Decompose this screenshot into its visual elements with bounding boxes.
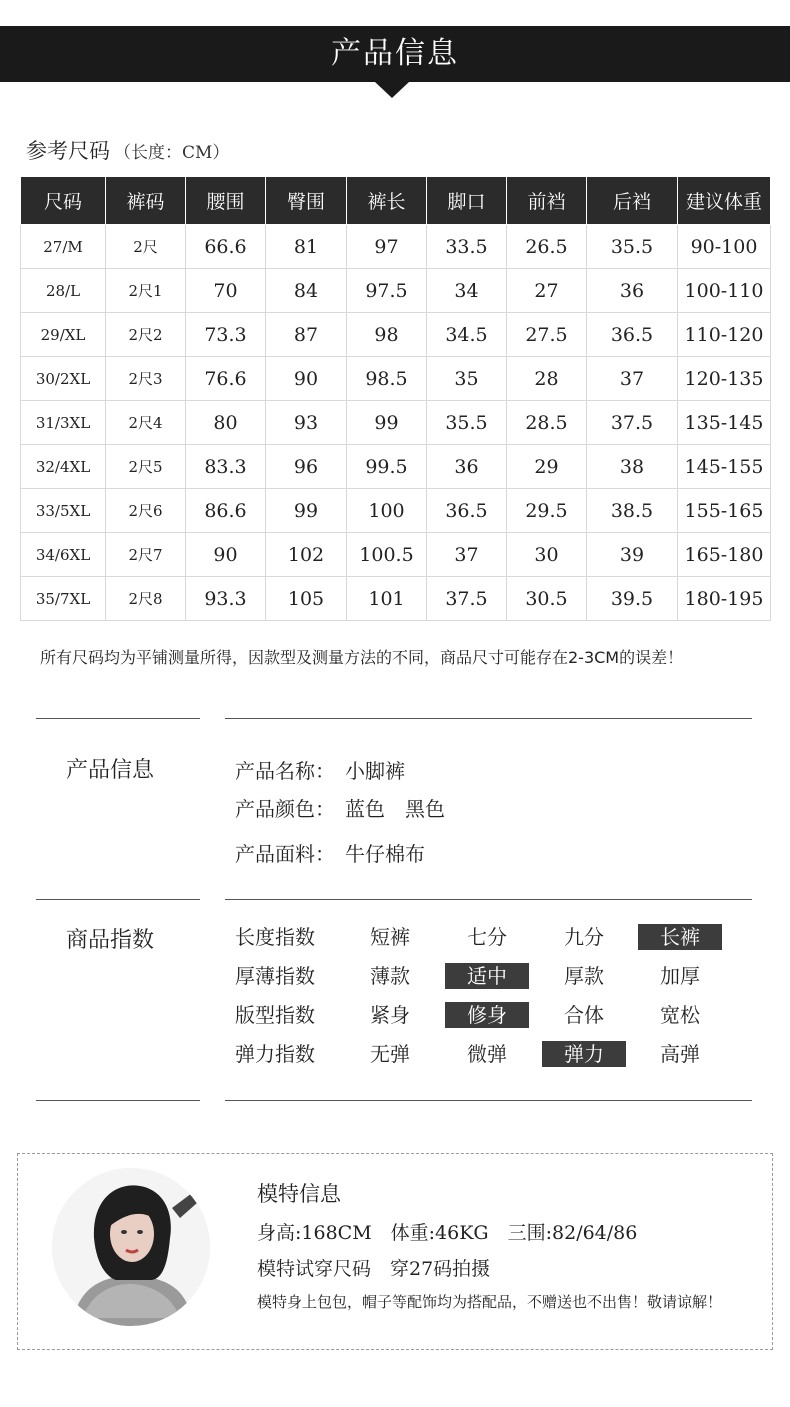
- product-info-label: 产品信息: [66, 758, 155, 783]
- table-cell: 28: [507, 357, 587, 401]
- table-cell: 37.5: [427, 577, 507, 621]
- table-cell: 98.5: [347, 357, 427, 401]
- table-cell: 180-195: [678, 577, 771, 621]
- table-cell: 90: [186, 533, 266, 577]
- product-name-value: 小脚裤: [345, 759, 405, 783]
- table-cell: 38.5: [587, 489, 678, 533]
- product-name-key: 产品名称：: [235, 759, 335, 783]
- table-cell: 29: [507, 445, 587, 489]
- table-cell: 27/M: [21, 225, 106, 269]
- index-option-selected: 适中: [445, 963, 529, 989]
- table-cell: 80: [186, 401, 266, 445]
- column-header: 建议体重: [678, 177, 771, 225]
- table-cell: 96: [266, 445, 347, 489]
- product-color-value: 蓝色 黑色: [345, 797, 445, 821]
- table-cell: 39: [587, 533, 678, 577]
- table-cell: 98: [347, 313, 427, 357]
- table-cell: 29.5: [507, 489, 587, 533]
- column-header: 裤长: [347, 177, 427, 225]
- index-option: 无弹: [370, 1042, 410, 1066]
- table-cell: 37: [587, 357, 678, 401]
- table-cell: 37: [427, 533, 507, 577]
- column-header: 后裆: [587, 177, 678, 225]
- divider: [225, 899, 752, 900]
- index-option: 九分: [564, 925, 604, 949]
- model-tryon: 模特试穿尺码 穿27码拍摄: [257, 1258, 491, 1280]
- table-cell: 2尺: [106, 225, 186, 269]
- table-cell: 34/6XL: [21, 533, 106, 577]
- table-cell: 86.6: [186, 489, 266, 533]
- table-cell: 2尺3: [106, 357, 186, 401]
- table-cell: 28.5: [507, 401, 587, 445]
- divider: [36, 899, 200, 900]
- table-cell: 30/2XL: [21, 357, 106, 401]
- table-row: [21, 489, 771, 533]
- size-table: [20, 176, 771, 621]
- table-cell: 105: [266, 577, 347, 621]
- table-cell: 26.5: [507, 225, 587, 269]
- divider: [36, 718, 200, 719]
- table-cell: 99: [347, 401, 427, 445]
- product-fabric-value: 牛仔棉布: [345, 842, 425, 866]
- table-row: [21, 533, 771, 577]
- table-cell: 34: [427, 269, 507, 313]
- indices-label: 商品指数: [66, 928, 155, 953]
- table-cell: 99: [266, 489, 347, 533]
- table-cell: 36.5: [427, 489, 507, 533]
- size-note: 所有尺码均为平铺测量所得，因款型及测量方法的不同，商品尺寸可能存在2-3CM的误差！: [40, 648, 684, 667]
- table-cell: 33.5: [427, 225, 507, 269]
- table-cell: 2尺5: [106, 445, 186, 489]
- index-option: 微弹: [467, 1042, 507, 1066]
- column-header: 前裆: [507, 177, 587, 225]
- size-chart-unit: （长度：CM）: [114, 143, 230, 163]
- table-cell: 99.5: [347, 445, 427, 489]
- index-option: 加厚: [660, 964, 700, 988]
- table-cell: 90: [266, 357, 347, 401]
- table-cell: 33/5XL: [21, 489, 106, 533]
- model-title: 模特信息: [257, 1182, 341, 1206]
- size-chart-title: 参考尺码: [26, 139, 110, 163]
- table-cell: 36: [427, 445, 507, 489]
- table-cell: 31/3XL: [21, 401, 106, 445]
- table-cell: 32/4XL: [21, 445, 106, 489]
- table-cell: 90-100: [678, 225, 771, 269]
- table-cell: 27: [507, 269, 587, 313]
- index-option: 厚款: [564, 964, 604, 988]
- product-fabric-row: [235, 838, 425, 867]
- table-cell: 66.6: [186, 225, 266, 269]
- table-cell: 38: [587, 445, 678, 489]
- table-row: [21, 357, 771, 401]
- table-row: [21, 269, 771, 313]
- index-option: 高弹: [660, 1042, 700, 1066]
- column-header: 臀围: [266, 177, 347, 225]
- table-cell: 155-165: [678, 489, 771, 533]
- table-cell: 2尺8: [106, 577, 186, 621]
- table-cell: 102: [266, 533, 347, 577]
- column-header: 尺码: [21, 177, 106, 225]
- table-cell: 36: [587, 269, 678, 313]
- table-cell: 93.3: [186, 577, 266, 621]
- table-cell: 100: [347, 489, 427, 533]
- size-table-header: [21, 177, 771, 225]
- index-option-selected: 弹力: [542, 1041, 626, 1067]
- index-name: 厚薄指数: [235, 964, 315, 988]
- table-cell: 97.5: [347, 269, 427, 313]
- table-cell: 101: [347, 577, 427, 621]
- column-header: 脚口: [427, 177, 507, 225]
- model-photo-icon: [52, 1168, 210, 1326]
- table-cell: 83.3: [186, 445, 266, 489]
- table-cell: 76.6: [186, 357, 266, 401]
- table-row: [21, 577, 771, 621]
- model-stats: 身高:168CM 体重:46KG 三围:82/64/86: [257, 1222, 638, 1244]
- table-cell: 29/XL: [21, 313, 106, 357]
- table-cell: 2尺7: [106, 533, 186, 577]
- index-name: 版型指数: [235, 1003, 315, 1027]
- table-cell: 120-135: [678, 357, 771, 401]
- table-cell: 84: [266, 269, 347, 313]
- index-option: 紧身: [370, 1003, 410, 1027]
- index-option: 宽松: [660, 1003, 700, 1027]
- index-option-selected: 修身: [445, 1002, 529, 1028]
- table-cell: 30: [507, 533, 587, 577]
- size-chart-heading: [26, 135, 229, 165]
- model-disclaimer: 模特身上包包，帽子等配饰均为搭配品，不赠送也不出售！敬请谅解！: [257, 1293, 723, 1311]
- table-cell: 81: [266, 225, 347, 269]
- column-header: 裤码: [106, 177, 186, 225]
- table-cell: 2尺4: [106, 401, 186, 445]
- table-cell: 35: [427, 357, 507, 401]
- table-row: [21, 225, 771, 269]
- index-option: 短裤: [370, 925, 410, 949]
- table-row: [21, 401, 771, 445]
- table-cell: 36.5: [587, 313, 678, 357]
- table-cell: 2尺2: [106, 313, 186, 357]
- index-option-selected: 长裤: [638, 924, 722, 950]
- product-color-row: [235, 793, 445, 822]
- banner-title: 产品信息: [0, 26, 790, 82]
- product-name-row: [235, 755, 405, 784]
- table-cell: 2尺6: [106, 489, 186, 533]
- divider: [225, 1100, 752, 1101]
- table-row: [21, 445, 771, 489]
- index-name: 弹力指数: [235, 1042, 315, 1066]
- table-cell: 100-110: [678, 269, 771, 313]
- table-cell: 97: [347, 225, 427, 269]
- divider: [225, 718, 752, 719]
- table-cell: 28/L: [21, 269, 106, 313]
- table-cell: 70: [186, 269, 266, 313]
- table-cell: 34.5: [427, 313, 507, 357]
- column-header: 腰围: [186, 177, 266, 225]
- table-cell: 35/7XL: [21, 577, 106, 621]
- table-cell: 37.5: [587, 401, 678, 445]
- table-cell: 135-145: [678, 401, 771, 445]
- table-cell: 27.5: [507, 313, 587, 357]
- table-cell: 73.3: [186, 313, 266, 357]
- table-cell: 145-155: [678, 445, 771, 489]
- product-color-key: 产品颜色：: [235, 797, 335, 821]
- table-cell: 39.5: [587, 577, 678, 621]
- index-option: 合体: [564, 1003, 604, 1027]
- table-row: [21, 313, 771, 357]
- table-cell: 30.5: [507, 577, 587, 621]
- index-name: 长度指数: [235, 925, 315, 949]
- model-avatar: [52, 1168, 210, 1326]
- banner-arrow: [375, 82, 409, 98]
- table-cell: 100.5: [347, 533, 427, 577]
- product-fabric-key: 产品面料：: [235, 842, 335, 866]
- table-cell: 165-180: [678, 533, 771, 577]
- table-cell: 35.5: [427, 401, 507, 445]
- table-cell: 87: [266, 313, 347, 357]
- table-cell: 2尺1: [106, 269, 186, 313]
- table-cell: 35.5: [587, 225, 678, 269]
- index-option: 薄款: [370, 964, 410, 988]
- table-cell: 93: [266, 401, 347, 445]
- table-cell: 110-120: [678, 313, 771, 357]
- index-option: 七分: [467, 925, 507, 949]
- divider: [36, 1100, 200, 1101]
